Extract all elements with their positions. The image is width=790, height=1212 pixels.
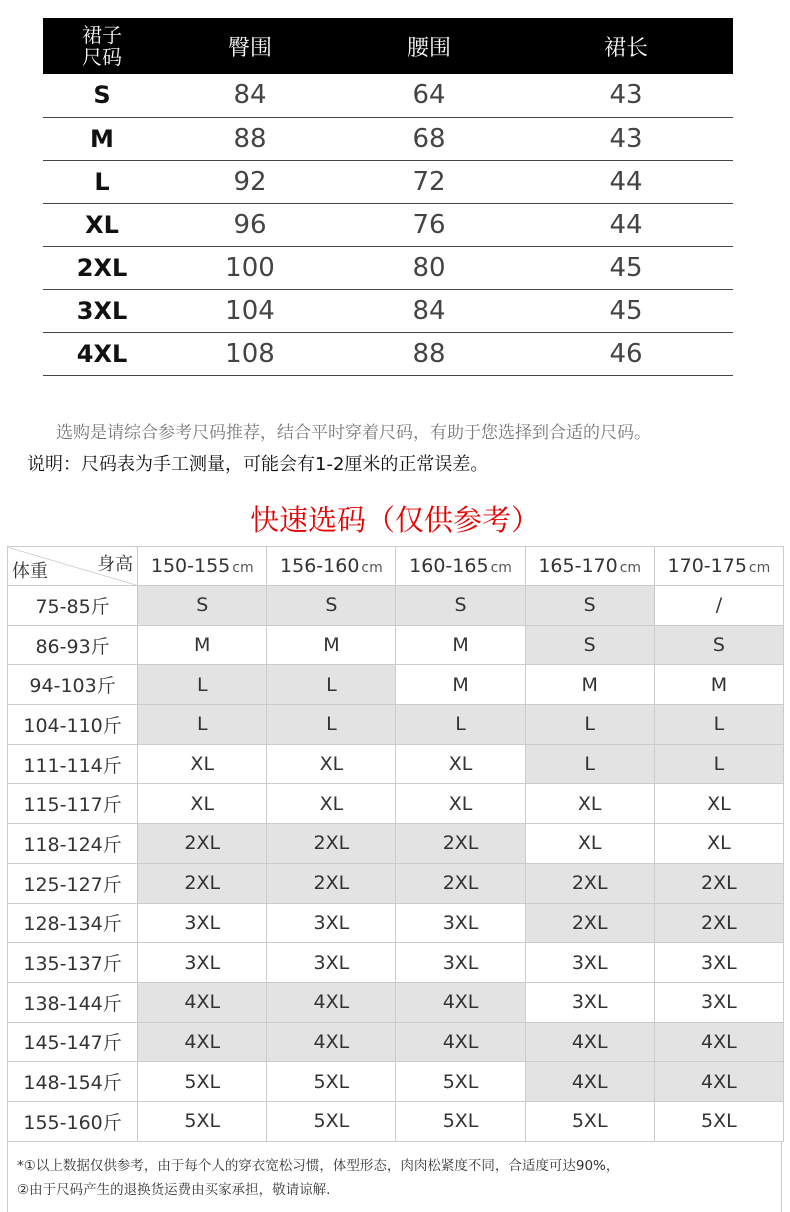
- weight-range: 104-110: [23, 714, 103, 737]
- recommended-size-cell: L: [525, 744, 654, 784]
- recommended-size-cell: 3XL: [138, 943, 267, 983]
- size-row: [43, 289, 733, 332]
- recommended-size-cell: 4XL: [654, 1062, 783, 1102]
- recommended-size-cell: 5XL: [525, 1101, 654, 1141]
- corner-cell: [8, 547, 138, 586]
- recommended-size-cell: 4XL: [396, 982, 525, 1022]
- weight-range: 94-103: [29, 675, 97, 698]
- weight-range: 118-124: [23, 833, 103, 856]
- hip-cell: 104: [161, 289, 339, 332]
- weight-cell: [8, 586, 138, 626]
- recommended-size-cell: L: [267, 705, 396, 745]
- length-cell: 46: [519, 332, 733, 375]
- recommended-size-cell: 2XL: [396, 824, 525, 864]
- weight-unit: 斤: [102, 754, 122, 777]
- weight-range: 86-93: [35, 635, 91, 658]
- recommended-size-cell: 5XL: [396, 1062, 525, 1102]
- weight-unit: 斤: [96, 675, 116, 698]
- recommended-size-cell: XL: [138, 744, 267, 784]
- size-cell: 2XL: [43, 246, 161, 289]
- weight-unit: 斤: [102, 833, 122, 856]
- height-header: [396, 547, 525, 586]
- weight-unit: 斤: [90, 595, 110, 618]
- recommended-size-cell: 4XL: [267, 1022, 396, 1062]
- size-cell: XL: [43, 203, 161, 246]
- recommended-size-cell: 2XL: [654, 903, 783, 943]
- recommended-size-cell: 2XL: [396, 863, 525, 903]
- height-range: 160-165: [409, 555, 489, 577]
- header-skirt-size: [43, 18, 161, 74]
- waist-cell: 84: [339, 289, 519, 332]
- size-row: [43, 332, 733, 375]
- size-cell: 4XL: [43, 332, 161, 375]
- quick-select-header-row: [8, 547, 784, 586]
- waist-cell: 72: [339, 160, 519, 203]
- weight-range: 155-160: [23, 1111, 103, 1134]
- weight-cell: [8, 1062, 138, 1102]
- recommended-size-cell: 4XL: [654, 1022, 783, 1062]
- quick-select-row: [8, 625, 784, 665]
- height-range: 150-155: [150, 555, 231, 577]
- header-skirt-size-line1: 裙子: [82, 23, 122, 47]
- recommended-size-cell: 3XL: [138, 903, 267, 943]
- skirt-size-table: [43, 18, 733, 376]
- header-waist: 腰围: [406, 35, 451, 61]
- recommended-size-cell: 4XL: [396, 1022, 525, 1062]
- hip-cell: 88: [161, 117, 339, 160]
- weight-unit: 斤: [102, 1111, 122, 1134]
- header-length: 裙长: [603, 35, 648, 61]
- recommended-size-cell: M: [138, 625, 267, 665]
- quick-select-title: 快速选码（仅供参考）: [249, 503, 540, 537]
- height-unit: cm: [748, 560, 771, 576]
- recommended-size-cell: S: [267, 586, 396, 626]
- recommended-size-cell: XL: [654, 784, 783, 824]
- header-skirt-size-line2: 尺码: [82, 45, 122, 69]
- recommended-size-cell: 2XL: [138, 863, 267, 903]
- waist-cell: 88: [339, 332, 519, 375]
- recommended-size-cell: 4XL: [138, 1022, 267, 1062]
- recommended-size-cell: XL: [396, 784, 525, 824]
- recommended-size-cell: 5XL: [267, 1062, 396, 1102]
- weight-cell: [8, 824, 138, 864]
- height-range: 170-175: [667, 555, 747, 577]
- recommended-size-cell: 3XL: [396, 903, 525, 943]
- height-header: [654, 547, 783, 586]
- recommended-size-cell: L: [138, 665, 267, 705]
- height-unit: cm: [361, 560, 383, 576]
- recommended-size-cell: XL: [267, 784, 396, 824]
- weight-cell: [8, 705, 138, 745]
- recommended-size-cell: M: [525, 665, 654, 705]
- recommended-size-cell: 5XL: [138, 1101, 267, 1141]
- weight-unit: 斤: [102, 992, 122, 1015]
- length-cell: 43: [519, 74, 733, 117]
- size-row: [43, 74, 733, 117]
- recommended-size-cell: 3XL: [267, 903, 396, 943]
- recommended-size-cell: 5XL: [396, 1101, 525, 1141]
- quick-select-table: [7, 546, 784, 1142]
- recommended-size-cell: 4XL: [267, 982, 396, 1022]
- size-cell: S: [43, 74, 161, 117]
- weight-range: 111-114: [23, 754, 103, 777]
- recommended-size-cell: 3XL: [654, 982, 783, 1022]
- recommended-size-cell: 3XL: [267, 943, 396, 983]
- recommended-size-cell: 2XL: [267, 863, 396, 903]
- recommended-size-cell: XL: [267, 744, 396, 784]
- recommended-size-cell: XL: [525, 824, 654, 864]
- recommended-size-cell: S: [525, 586, 654, 626]
- recommended-size-cell: 5XL: [267, 1101, 396, 1141]
- length-cell: 44: [519, 203, 733, 246]
- recommended-size-cell: 5XL: [654, 1101, 783, 1141]
- length-cell: 43: [519, 117, 733, 160]
- size-cell: L: [43, 160, 161, 203]
- weight-cell: [8, 625, 138, 665]
- waist-cell: 80: [339, 246, 519, 289]
- waist-cell: 76: [339, 203, 519, 246]
- length-cell: 44: [519, 160, 733, 203]
- size-cell: 3XL: [43, 289, 161, 332]
- weight-cell: [8, 903, 138, 943]
- footnote-line-2: ②由于尺码产生的退换货运费由买家承担，敬请谅解.: [17, 1182, 331, 1198]
- recommended-size-cell: 3XL: [525, 943, 654, 983]
- quick-select-row: [8, 744, 784, 784]
- height-header: [525, 547, 654, 586]
- recommended-size-cell: 2XL: [525, 903, 654, 943]
- recommended-size-cell: S: [525, 625, 654, 665]
- weight-cell: [8, 982, 138, 1022]
- quick-select-row: [8, 665, 784, 705]
- recommended-size-cell: S: [396, 586, 525, 626]
- weight-range: 135-137: [23, 953, 103, 976]
- height-range: 156-160: [280, 555, 360, 577]
- recommended-size-cell: 4XL: [138, 982, 267, 1022]
- recommended-size-cell: 3XL: [654, 943, 783, 983]
- recommended-size-cell: 3XL: [525, 982, 654, 1022]
- weight-unit: 斤: [90, 635, 110, 658]
- recommended-size-cell: 2XL: [267, 824, 396, 864]
- weight-range: 145-147: [23, 1032, 103, 1055]
- recommended-size-cell: L: [138, 705, 267, 745]
- height-header: [267, 547, 396, 586]
- recommended-size-cell: 2XL: [138, 824, 267, 864]
- size-row: [43, 246, 733, 289]
- size-row: [43, 203, 733, 246]
- recommended-size-cell: /: [654, 586, 783, 626]
- hip-cell: 96: [161, 203, 339, 246]
- size-table-header-row: [43, 18, 733, 74]
- footnote: [7, 1141, 782, 1212]
- size-row: [43, 117, 733, 160]
- quick-select-row: [8, 1022, 784, 1062]
- weight-range: 138-144: [23, 992, 103, 1015]
- weight-cell: [8, 665, 138, 705]
- recommended-size-cell: 2XL: [525, 863, 654, 903]
- weight-cell: [8, 744, 138, 784]
- footnote-line-1: *①以上数据仅供参考，由于每个人的穿衣宽松习惯，体型形态，肉肉松紧度不同，合适度可达90%，: [17, 1158, 620, 1174]
- waist-cell: 68: [339, 117, 519, 160]
- recommended-size-cell: XL: [654, 824, 783, 864]
- recommended-size-cell: XL: [396, 744, 525, 784]
- recommended-size-cell: 2XL: [654, 863, 783, 903]
- quick-select-row: [8, 1062, 784, 1102]
- length-cell: 45: [519, 289, 733, 332]
- height-unit: cm: [232, 560, 254, 576]
- corner-height-label: 身高: [97, 554, 134, 575]
- recommended-size-cell: M: [267, 625, 396, 665]
- quick-select-row: [8, 784, 784, 824]
- weight-unit: 斤: [102, 794, 122, 817]
- recommended-size-cell: 4XL: [525, 1022, 654, 1062]
- recommended-size-cell: L: [654, 744, 783, 784]
- recommended-size-cell: XL: [138, 784, 267, 824]
- recommended-size-cell: 4XL: [525, 1062, 654, 1102]
- weight-unit: 斤: [102, 1072, 122, 1095]
- recommended-size-cell: L: [525, 705, 654, 745]
- recommended-size-cell: L: [396, 705, 525, 745]
- weight-unit: 斤: [102, 714, 122, 737]
- quick-select-row: [8, 705, 784, 745]
- weight-cell: [8, 1101, 138, 1141]
- recommended-size-cell: L: [267, 665, 396, 705]
- recommended-size-cell: M: [396, 665, 525, 705]
- waist-cell: 64: [339, 74, 519, 117]
- weight-unit: 斤: [102, 1032, 122, 1055]
- weight-unit: 斤: [102, 953, 122, 976]
- recommended-size-cell: L: [654, 705, 783, 745]
- quick-select-row: [8, 943, 784, 983]
- size-cell: M: [43, 117, 161, 160]
- height-unit: cm: [619, 560, 642, 576]
- weight-range: 115-117: [23, 794, 103, 817]
- weight-range: 128-134: [23, 913, 103, 936]
- recommend-note: 选购是请综合参考尺码推荐，结合平时穿着尺码，有助于您选择到合适的尺码。: [56, 423, 651, 443]
- quick-select-row: [8, 1101, 784, 1141]
- recommended-size-cell: 5XL: [138, 1062, 267, 1102]
- hip-cell: 108: [161, 332, 339, 375]
- quick-select-row: [8, 586, 784, 626]
- recommended-size-cell: 3XL: [396, 943, 525, 983]
- weight-range: 75-85: [35, 595, 91, 618]
- weight-range: 148-154: [23, 1072, 103, 1095]
- height-header: [138, 547, 267, 586]
- weight-unit: 斤: [102, 873, 122, 896]
- recommended-size-cell: M: [396, 625, 525, 665]
- weight-cell: [8, 943, 138, 983]
- hip-cell: 84: [161, 74, 339, 117]
- quick-select-row: [8, 903, 784, 943]
- quick-select-row: [8, 863, 784, 903]
- header-hip: 臀围: [227, 35, 272, 61]
- weight-cell: [8, 1022, 138, 1062]
- hip-cell: 100: [161, 246, 339, 289]
- explain-note: 说明：尺码表为手工测量，可能会有1-2厘米的正常误差。: [27, 454, 489, 475]
- weight-cell: [8, 784, 138, 824]
- recommended-size-cell: S: [654, 625, 783, 665]
- corner-weight-label: 体重: [12, 561, 48, 582]
- weight-range: 125-127: [23, 873, 103, 896]
- length-cell: 45: [519, 246, 733, 289]
- size-row: [43, 160, 733, 203]
- quick-select-row: [8, 982, 784, 1022]
- recommended-size-cell: M: [654, 665, 783, 705]
- weight-unit: 斤: [102, 913, 122, 936]
- recommended-size-cell: XL: [525, 784, 654, 824]
- weight-cell: [8, 863, 138, 903]
- height-unit: cm: [490, 560, 512, 576]
- quick-select-row: [8, 824, 784, 864]
- height-range: 165-170: [538, 555, 618, 577]
- recommended-size-cell: S: [138, 586, 267, 626]
- hip-cell: 92: [161, 160, 339, 203]
